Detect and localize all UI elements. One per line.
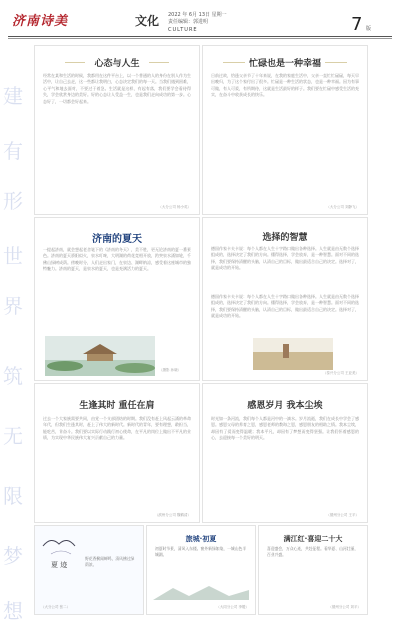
poem-source: （德州分公司 刘平）: [328, 605, 361, 609]
article-busy-happiness: [202, 45, 368, 215]
article-body: 一提起济南，就会想起老舍笔下的《济南的冬天》，美不胜，更无论济南的夏一番景色。济南的夏天骄阳似火，泉水叮咚，大明湖的荷花竞相开放，趵突泉水涌如轮，千佛山绿树成荫。傍晚时分，人们走出家门，在泉边、湖畔纳凉，感受着这座城市的独特魅力。济南的夏天，是泉水的夏天，也是充满活力的夏天。: [43, 247, 191, 272]
side-char: 无: [3, 424, 23, 448]
page-suffix: 版: [366, 26, 372, 32]
poem-man-jiang-hong: [258, 525, 368, 615]
poem-title: 旅城·初夏: [185, 535, 217, 543]
poem-lines: 初夏时节景，清风入东楼。窗外新绿如染，一城山色半城湖。: [155, 546, 247, 557]
side-char: 筑: [3, 364, 23, 388]
article-title: 选择的智慧: [262, 233, 308, 243]
article-jinan-summer: [34, 217, 200, 381]
article-born-in-time: [34, 383, 200, 523]
article-source: （泰兴分公司 王亚美）: [322, 371, 359, 375]
article-title: 心态与人生: [94, 59, 140, 69]
side-char: 有: [3, 139, 23, 163]
poem-source: （大同分公司 李嫒）: [216, 605, 249, 609]
article-source: （德州分公司 王平）: [326, 513, 359, 517]
article-body: 经常在某和生活的时候，我都用在这件平台上，以一个普通的人的身份在别人作为生活中，让自己去走，这一些都让我明白，心态决定我们的每一天。当我们遇到困难，心平气和地去面对，不要过于着急。生活就是这样，有起有落，我们要学会看待得失，学会欣赏身边的美好。好的心态让人受益一生，也是我们走向成功的第一步。心态好了，一切都会好起来。: [43, 73, 191, 104]
section-title: 文化: [135, 14, 160, 28]
side-char: 想: [3, 599, 23, 623]
article-body: 德国作家卡夫卡说：每个人都在人生十字路口做出各种选择。人生就是由无数个选择组成的，选择决定了我们的方向。懂得选择，学会放弃，是一种智慧。面对不同的选择，我们要保持清醒的头脑，认清自己的目标，做出最适合自己的决定。选择对了，就是成功的开始。: [211, 246, 359, 271]
article-mindset: [34, 45, 200, 215]
poem-lines: 野花香鬓闻蝉鸣，清风拂过绿荫浓。: [85, 556, 135, 567]
poem-source: （大分公司 张二）: [41, 605, 71, 609]
side-char: 形: [3, 189, 23, 213]
side-char: 世: [3, 244, 23, 268]
article-title: 生逢其时 重任在肩: [79, 401, 155, 411]
lake-pavilion-photo: [45, 336, 155, 376]
article-source: （滨州分公司 魏鹤清）: [154, 513, 191, 517]
article-title: 忙碌也是一种幸福: [248, 59, 321, 69]
side-char: 建: [3, 84, 23, 108]
header-rule: [8, 36, 392, 37]
poem-lines: 喜迎盛会，万众心连，共赴征程。看华夏、山河壮丽，百业兴盛。: [267, 546, 359, 557]
culture-label: CULTURE: [168, 27, 198, 33]
article-title: 济南的夏天: [92, 234, 142, 245]
article-gratitude: [202, 383, 368, 523]
side-char: 梦: [3, 544, 23, 568]
poem-title: 满江红·喜迎二十大: [283, 535, 343, 543]
swallow-illustration: [41, 534, 81, 556]
article-body: 日前过故，恰逢父亲节了十年来说，在我的家庭生活中，父亲一直忙忙碌碌，每天早出晚归，为了这个家付出了很多。忙碌是一种生活的状态，也是一种幸福。因为有事可做，有人可爱，有所期待，这就是生活最好的样子。我们要在忙碌中感受生活的充实，在奋斗中收获成长的快乐。: [211, 73, 359, 98]
page-number: 7: [351, 14, 363, 35]
newspaper-logo: 济南诗美: [12, 14, 69, 29]
side-char: 限: [3, 484, 23, 508]
header-rule-thin: [8, 38, 392, 39]
article-source: （大分公司 刘静飞）: [326, 205, 359, 209]
wisdom-photo: [253, 338, 333, 370]
article-source: （大分公司 杨小英）: [158, 205, 191, 209]
editor-line: 责任编辑：郭进明: [168, 19, 209, 25]
article-body-continued: 德国作家卡夫卡说：每个人都在人生十字路口做出各种选择。人生就是由无数个选择组成的，选择决定了我们的方向。懂得选择，学会放弃，是一种智慧。面对不同的选择，我们要保持清醒的头脑，认清自己的目标，做出最适合自己的决定。选择对了，就是成功的开始。: [211, 294, 359, 319]
article-body: 时光如一条河流，我们每个人都是河中的一滴水。岁月流逝，我们在成长中学会了感恩。感恩父母的养育之恩，感恩老师的教诲之恩，感恩朋友的相助之情。我本尘埃，却因有了爱而变得温暖；我本平凡，却因有了梦想而变得坚强。让我们怀着感恩的心，去迎接每一个美好的明天。: [211, 416, 359, 441]
mountain-illustration: [153, 584, 249, 600]
date-line: 2022 年 6月 13日 星期一: [168, 12, 227, 18]
poem-title: 夏 迹: [51, 561, 68, 569]
poem-travel-early-summer: [146, 525, 256, 615]
side-char: 界: [3, 294, 23, 318]
article-title: 感恩岁月 我本尘埃: [247, 401, 323, 411]
article-wisdom-choice: [202, 217, 368, 381]
article-body: 过去一个大家族需要共同，由党一个支部团结的时期。我们没有赶上风起云涌的革命年代，但我们生逢其时，赶上了伟大的新时代。新时代的青年，要有理想，敢担当，能吃苦，肯奋斗。我们要以实际行动践行初心使命，在平凡的岗位上做出不平凡的业绩，为实现中华民族伟大复兴贡献自己的力量。: [43, 416, 191, 441]
issue-date: [168, 12, 227, 26]
photo-caption: （摄影 孙晓）: [159, 368, 182, 372]
poem-summer-trace: [34, 525, 144, 615]
